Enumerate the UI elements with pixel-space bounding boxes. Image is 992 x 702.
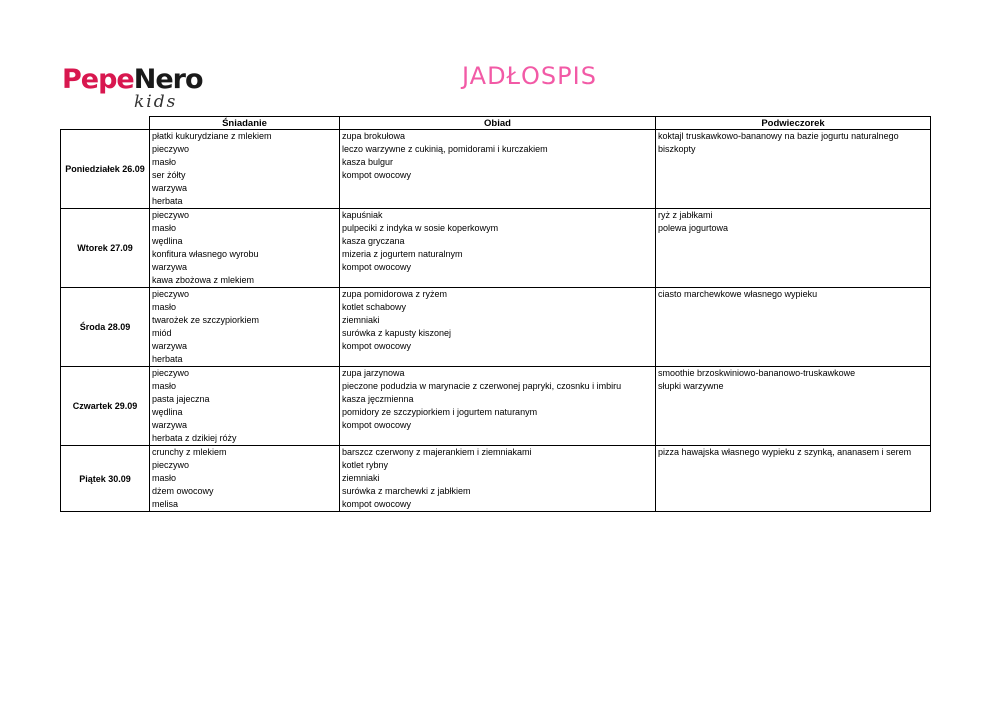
menu-item: masło xyxy=(152,302,177,312)
header-blank xyxy=(61,117,150,130)
menu-item: wędlina xyxy=(152,407,183,417)
menu-item: polewa jogurtowa xyxy=(658,223,729,233)
menu-item: warzywa xyxy=(152,341,188,351)
header-snack: Podwieczorek xyxy=(656,117,931,130)
menu-item: kompot owocowy xyxy=(342,499,412,509)
menu-item: barszcz czerwony z majerankiem i ziemniakami xyxy=(342,447,532,457)
lunch-cell xyxy=(340,209,656,288)
logo-text-kids: kids xyxy=(134,92,178,112)
snack-cell xyxy=(656,209,931,288)
day-name: Czwartek 29.09 xyxy=(61,367,150,446)
menu-item: pieczone podudzia w marynacie z czerwonej papryki, czosnku i imbiru xyxy=(342,381,622,391)
menu-item: herbata z dzikiej róży xyxy=(152,433,237,443)
menu-item: zupa pomidorowa z ryżem xyxy=(342,289,448,299)
menu-item: surówka z kapusty kiszonej xyxy=(342,328,452,338)
menu-item: konfitura własnego wyrobu xyxy=(152,249,259,259)
menu-item: słupki warzywne xyxy=(658,381,724,391)
menu-item: kompot owocowy xyxy=(342,420,412,430)
menu-item: kotlet schabowy xyxy=(342,302,407,312)
day-row xyxy=(61,367,931,446)
menu-item: twarożek ze szczypiorkiem xyxy=(152,315,260,325)
menu-item: masło xyxy=(152,381,177,391)
menu-item: warzywa xyxy=(152,420,188,430)
menu-item: kompot owocowy xyxy=(342,170,412,180)
menu-item: ciasto marchewkowe własnego wypieku xyxy=(658,289,818,299)
menu-item: kawa zbożowa z mlekiem xyxy=(152,275,255,285)
menu-item: pulpeciki z indyka w sosie koperkowym xyxy=(342,223,499,233)
snack-cell xyxy=(656,367,931,446)
header-breakfast: Śniadanie xyxy=(150,117,340,130)
menu-item: pieczywo xyxy=(152,368,190,378)
breakfast-cell xyxy=(150,446,340,512)
snack-cell xyxy=(656,288,931,367)
menu-item: smoothie brzoskwiniowo-bananowo-truskawkowe xyxy=(658,368,856,378)
menu-item: ryż z jabłkami xyxy=(658,210,713,220)
menu-table xyxy=(60,116,931,512)
menu-item: pomidory ze szczypiorkiem i jogurtem naturanym xyxy=(342,407,538,417)
lunch-cell xyxy=(340,367,656,446)
pepenero-logo xyxy=(62,64,203,114)
menu-item: kompot owocowy xyxy=(342,262,412,272)
header-row xyxy=(61,117,931,130)
breakfast-cell xyxy=(150,130,340,209)
menu-item: herbata xyxy=(152,196,183,206)
menu-item: pasta jajeczna xyxy=(152,394,210,404)
menu-item: płatki kukurydziane z mlekiem xyxy=(152,131,272,141)
menu-item: pieczywo xyxy=(152,210,190,220)
menu-item: kasza gryczana xyxy=(342,236,405,246)
menu-item: ser żółty xyxy=(152,170,186,180)
menu-item: dżem owocowy xyxy=(152,486,214,496)
menu-item: kapuśniak xyxy=(342,210,383,220)
menu-item: surówka z marchewki z jabłkiem xyxy=(342,486,471,496)
day-name: Wtorek 27.09 xyxy=(61,209,150,288)
logo-text-nero: Nero xyxy=(133,64,203,95)
day-name: Środa 28.09 xyxy=(61,288,150,367)
menu-item: warzywa xyxy=(152,183,188,193)
day-row xyxy=(61,288,931,367)
menu-item: miód xyxy=(152,328,172,338)
menu-item: masło xyxy=(152,223,177,233)
lunch-cell xyxy=(340,288,656,367)
menu-item: biszkopty xyxy=(658,144,696,154)
day-row xyxy=(61,209,931,288)
menu-item: leczo warzywne z cukinią, pomidorami i kurczakiem xyxy=(342,144,548,154)
lunch-cell xyxy=(340,130,656,209)
menu-item: zupa jarzynowa xyxy=(342,368,405,378)
menu-item: kotlet rybny xyxy=(342,460,389,470)
lunch-cell xyxy=(340,446,656,512)
menu-item: masło xyxy=(152,473,177,483)
page-title: JADŁOSPIS xyxy=(462,62,597,90)
day-row xyxy=(61,446,931,512)
menu-item: mizeria z jogurtem naturalnym xyxy=(342,249,463,259)
menu-item: zupa brokułowa xyxy=(342,131,406,141)
menu-item: pieczywo xyxy=(152,460,190,470)
menu-item: kompot owocowy xyxy=(342,341,412,351)
menu-item: ziemniaki xyxy=(342,473,380,483)
menu-item: melisa xyxy=(152,499,179,509)
menu-item: ziemniaki xyxy=(342,315,380,325)
day-name: Piątek 30.09 xyxy=(61,446,150,512)
header-lunch: Obiad xyxy=(340,117,656,130)
menu-item: warzywa xyxy=(152,262,188,272)
menu-item: pieczywo xyxy=(152,289,190,299)
day-row xyxy=(61,130,931,209)
menu-item: crunchy z mlekiem xyxy=(152,447,227,457)
breakfast-cell xyxy=(150,209,340,288)
snack-cell xyxy=(656,446,931,512)
logo-wordmark xyxy=(62,64,203,95)
menu-item: herbata xyxy=(152,354,183,364)
breakfast-cell xyxy=(150,288,340,367)
menu-item: wędlina xyxy=(152,236,183,246)
day-name: Poniedziałek 26.09 xyxy=(61,130,150,209)
menu-item: masło xyxy=(152,157,177,167)
snack-cell xyxy=(656,130,931,209)
menu-item: kasza jęczmienna xyxy=(342,394,414,404)
menu-item: pieczywo xyxy=(152,144,190,154)
menu-item: koktajl truskawkowo-bananowy na bazie jogurtu naturalnego xyxy=(658,131,899,141)
logo-text-pepe: Pepe xyxy=(62,64,134,95)
breakfast-cell xyxy=(150,367,340,446)
menu-item: kasza bulgur xyxy=(342,157,394,167)
menu-item: pizza hawajska własnego wypieku z szynką, ananasem i serem xyxy=(658,447,912,457)
